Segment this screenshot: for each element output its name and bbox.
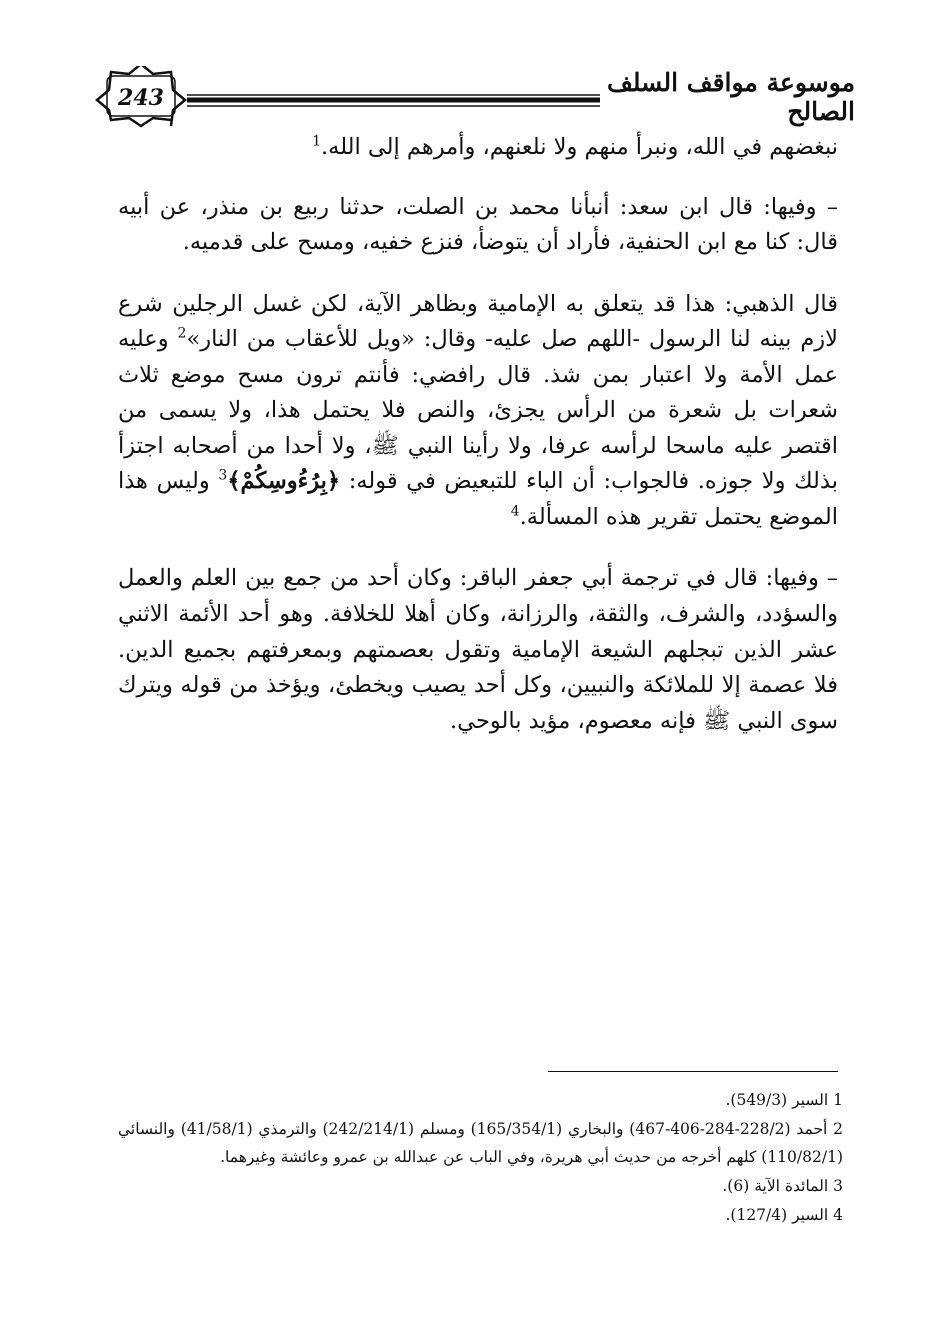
paragraph: [118, 561, 838, 739]
main-text: [118, 130, 838, 765]
quran-citation: ﴿بِرُءُوسِكُمْ﴾: [227, 468, 341, 495]
running-header: [95, 66, 855, 130]
paragraph-text: – وفيها: قال في ترجمة أبي جعفر الباقر: وكان أحد من جمع بين العلم والعمل والسؤدد، والشرف، والثقة، والرزانة، وكان أهلا للخلافة. وهو أحد الأئمة الاثني عشر الذين تبجلهم الشيعة الإمامية وتقول بعصمتهم وبمعرفتهم بجميع الدين. فلا عصمة إلا للملائكة والنبيين، وكل أحد يصيب ويخطئ، ويؤخذ من قوله ويترك سوى النبي ﷺ فإنه معصوم، مؤيد بالوحي.: [118, 565, 838, 734]
footnote: [118, 1115, 843, 1172]
page-number: 243: [118, 85, 164, 111]
footnote-number: 3: [833, 1177, 843, 1196]
footnote-text: السير (549/3).: [725, 1091, 829, 1109]
paragraph-text: – وفيها: قال ابن سعد: أنبأنا محمد بن الصلت، حدثنا ربيع بن منذر، عن أبيه قال: كنا مع ابن الحنفية، فأراد أن يتوضأ، فنزع خفيه، ومسح على قدميه.: [118, 193, 838, 256]
paragraph-text: وليس هذا الموضع يحتمل تقرير هذه المسألة.: [118, 468, 838, 530]
paragraph: [118, 287, 838, 536]
footnote-number: 2: [833, 1119, 843, 1138]
footnote-divider: [548, 1071, 838, 1072]
footnote-reference: 3: [218, 467, 228, 484]
footnotes: [118, 1086, 843, 1229]
footnote: [118, 1086, 843, 1115]
footnote-text: المائدة الآية (6).: [722, 1177, 829, 1196]
footnote-number: 1: [833, 1091, 843, 1109]
footnote-number: 4: [833, 1205, 843, 1224]
footnote-reference: 4: [510, 503, 520, 520]
footnote-reference: 2: [177, 325, 187, 342]
footnote-text: أحمد (228/2-284-406-467) والبخاري (165/354/1) ومسلم (242/214/1) والترمذي (41/58/1) والنسائي (110/82/1) كلهم أخرجه من حديث أبي هريرة، وفي الباب عن عبدالله بن عمرو وعائشة وغيرهما.: [118, 1119, 843, 1167]
footnote: [118, 1172, 843, 1201]
paragraph: [118, 130, 838, 166]
paragraph-text: نبغضهم في الله، ونبرأ منهم ولا نلعنهم، وأمرهم إلى الله.: [320, 134, 838, 160]
paragraph-text: قال الذهبي: هذا قد يتعلق به الإمامية وبظاهر الآية، لكن غسل الرجلين شرع لازم بينه لنا الرسول -اللهم صل عليه- وقال: «ويل للأعقاب من النار»: [118, 290, 839, 353]
book-title: موسوعة مواقف السلف الصالح: [607, 68, 855, 126]
footnote: [118, 1201, 843, 1230]
paragraph: [118, 190, 838, 261]
footnote-text: السير (127/4).: [725, 1205, 829, 1224]
footnote-reference: 1: [312, 133, 321, 150]
paragraph-text: وعليه عمل الأمة ولا اعتبار بمن شذ. قال رافضي: فأنتم ترون مسح موضع ثلاث شعرات بل شعرة من الرأس يجزئ، والنص فلا يحتمل هذا، ولا يسمى من اقتصر عليه ماسحا لرأسه عرفا، ولا رأينا النبي ﷺ، ولا أحدا من أصحابه اجتزأ بذلك ولا جوزه. فالجواب: أن الباء للتبعيض في قوله:: [118, 326, 838, 495]
